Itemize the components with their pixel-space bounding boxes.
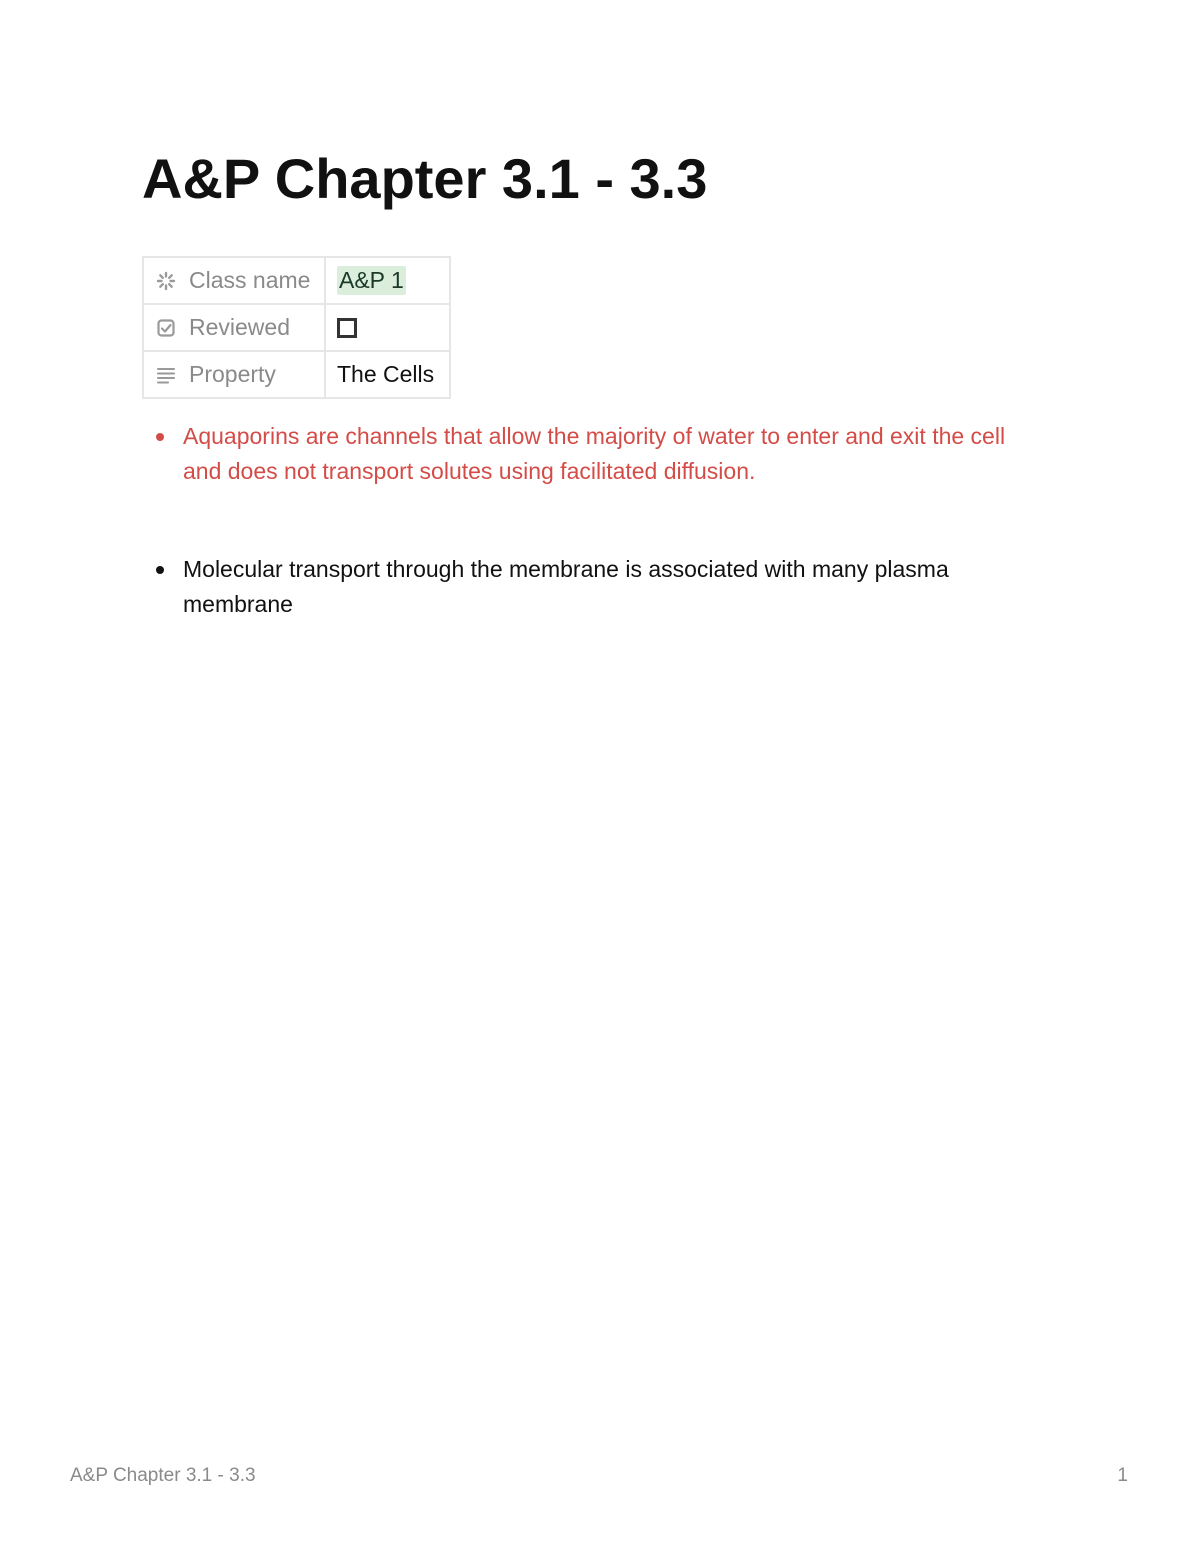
list-item bbox=[142, 419, 1042, 489]
bullet-dot bbox=[156, 566, 164, 574]
bullet-text: Molecular transport through the membrane is associated with many plasma membrane bbox=[183, 556, 949, 617]
property-key-property bbox=[143, 351, 325, 398]
text-lines-icon bbox=[155, 364, 177, 386]
property-value-property[interactable] bbox=[325, 351, 450, 398]
list-item bbox=[142, 552, 1042, 622]
property-row-reviewed bbox=[143, 304, 450, 351]
property-row-property bbox=[143, 351, 450, 398]
property-value-text: The Cells bbox=[337, 361, 435, 387]
property-key-class-name bbox=[143, 257, 325, 304]
footer-title: A&P Chapter 3.1 - 3.3 bbox=[70, 1465, 256, 1486]
class-name-tag[interactable]: A&P 1 bbox=[339, 267, 404, 293]
status-icon bbox=[155, 270, 177, 292]
property-label: Reviewed bbox=[189, 314, 290, 340]
bullet-list bbox=[142, 419, 1042, 622]
bullet-text: Aquaporins are channels that allow the majority of water to enter and exit the cell and does not transport solutes using facilitated diffusion. bbox=[183, 423, 1006, 484]
property-label: Property bbox=[189, 361, 276, 387]
property-key-reviewed bbox=[143, 304, 325, 351]
reviewed-checkbox[interactable] bbox=[337, 318, 357, 338]
page-number: 1 bbox=[1117, 1465, 1128, 1486]
page-title: A&P Chapter 3.1 - 3.3 bbox=[142, 147, 708, 210]
property-value-reviewed[interactable] bbox=[325, 304, 450, 351]
property-label: Class name bbox=[189, 267, 311, 293]
property-value-class-name[interactable] bbox=[325, 257, 450, 304]
checkbox-icon bbox=[155, 317, 177, 339]
properties-table bbox=[142, 256, 451, 399]
property-row-class-name bbox=[143, 257, 450, 304]
bullet-dot bbox=[156, 433, 164, 441]
